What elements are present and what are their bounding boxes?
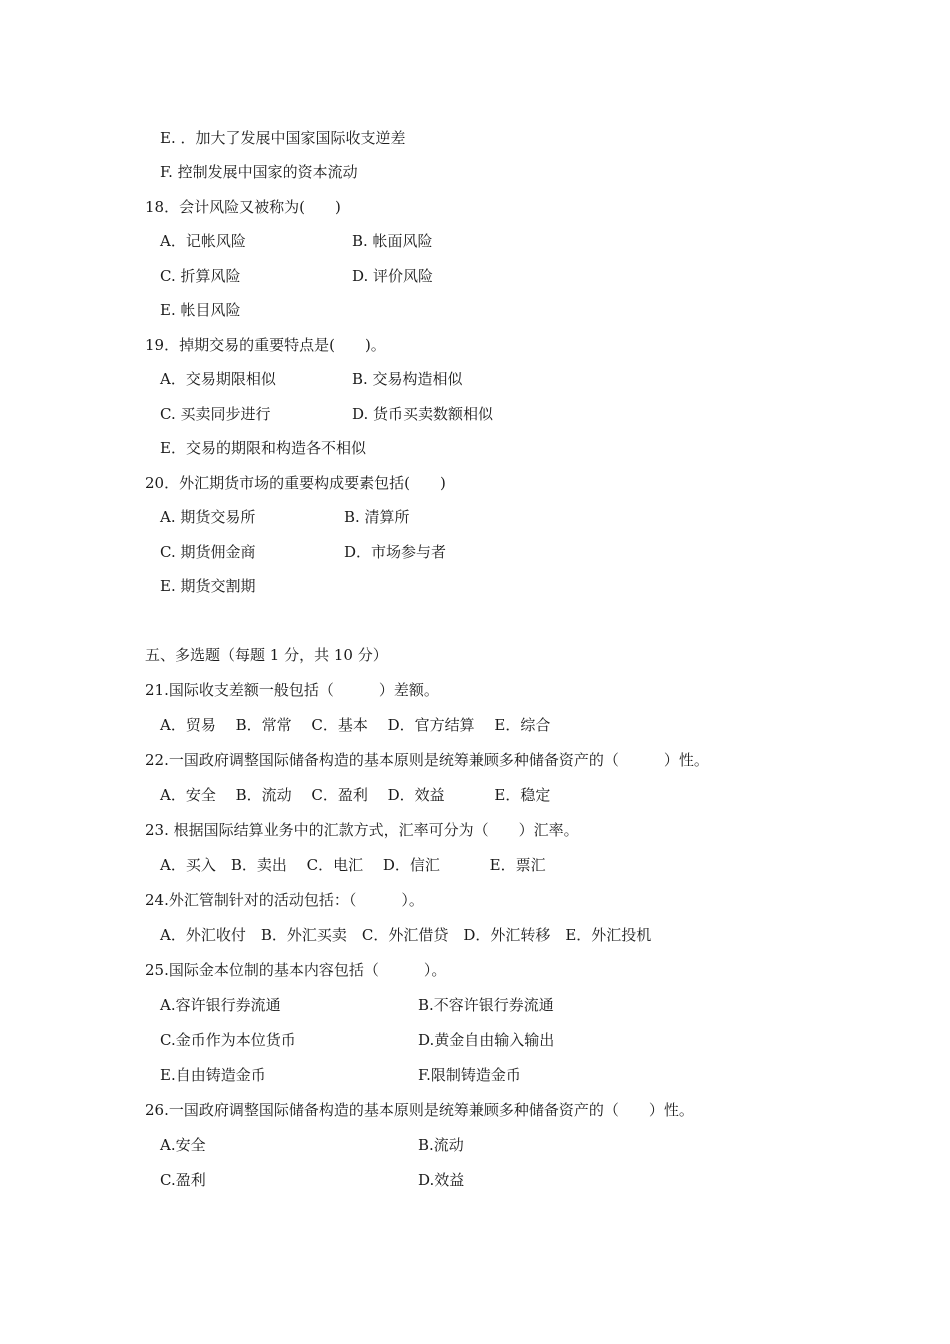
- q19-option-a: A．交易期限相似: [160, 370, 276, 388]
- q20-option-c: C. 期货佣金商: [160, 543, 256, 561]
- q24-options: A．外汇收付 B．外汇买卖 C．外汇借贷 D．外汇转移 E．外汇投机: [160, 926, 652, 944]
- q23-stem: 23. 根据国际结算业务中的汇款方式，汇率可分为（ ）汇率。: [145, 821, 579, 839]
- q24-stem: 24.外汇管制针对的活动包括：（ ）。: [145, 891, 424, 909]
- q26-stem: 26.一国政府调整国际储备构造的基本原则是统筹兼顾多种储备资产的（ ）性。: [145, 1101, 694, 1119]
- q19-option-e: E．交易的期限和构造各不相似: [160, 439, 366, 457]
- q25-option-b: B.不容许银行券流通: [418, 996, 554, 1014]
- q26-option-d: D.效益: [418, 1171, 465, 1189]
- q19-option-c: C. 买卖同步进行: [160, 405, 271, 423]
- q19-option-d: D. 货币买卖数额相似: [352, 405, 494, 423]
- section-heading: 五、多选题（每题 1 分，共 10 分）: [145, 646, 388, 664]
- q18-option-e: E. 帐目风险: [160, 301, 241, 319]
- q25-option-e: E.自由铸造金币: [160, 1066, 266, 1084]
- q17-option-f: F. 控制发展中国家的资本流动: [160, 163, 358, 181]
- q25-option-c: C.金币作为本位货币: [160, 1031, 296, 1049]
- q18-option-a: A．记帐风险: [160, 232, 246, 250]
- q17-option-e: E. ．加大了发展中国家国际收支逆差: [160, 129, 406, 147]
- q18-option-b: B. 帐面风险: [352, 232, 433, 250]
- q25-option-d: D.黄金自由输入输出: [418, 1031, 555, 1049]
- q26-option-b: B.流动: [418, 1136, 464, 1154]
- q20-option-d: D．市场参与者: [344, 543, 447, 561]
- q18-stem: 18．会计风险又被称为( ): [145, 198, 341, 216]
- q26-option-c: C.盈利: [160, 1171, 206, 1189]
- q18-option-c: C. 折算风险: [160, 267, 241, 285]
- q25-stem: 25.国际金本位制的基本内容包括（ ）。: [145, 961, 447, 979]
- q20-stem: 20．外汇期货市场的重要构成要素包括( ): [145, 474, 446, 492]
- q21-stem: 21.国际收支差额一般包括（ ）差额。: [145, 681, 439, 699]
- q22-options: A．安全 B．流动 C．盈利 D．效益 E．稳定: [160, 786, 551, 804]
- q19-stem: 19．掉期交易的重要特点是( )。: [145, 336, 386, 354]
- q20-option-e: E. 期货交割期: [160, 577, 256, 595]
- q23-options: A．买入 B．卖出 C．电汇 D．信汇 E．票汇: [160, 856, 546, 874]
- q22-stem: 22.一国政府调整国际储备构造的基本原则是统筹兼顾多种储备资产的（ ）性。: [145, 751, 709, 769]
- q20-option-b: B. 清算所: [344, 508, 410, 526]
- q20-option-a: A. 期货交易所: [160, 508, 256, 526]
- q18-option-d: D. 评价风险: [352, 267, 434, 285]
- q21-options: A．贸易 B．常常 C．基本 D．官方结算 E．综合: [160, 716, 551, 734]
- q25-option-a: A.容许银行券流通: [160, 996, 281, 1014]
- q25-option-f: F.限制铸造金币: [418, 1066, 521, 1084]
- q19-option-b: B. 交易构造相似: [352, 370, 463, 388]
- q26-option-a: A.安全: [160, 1136, 206, 1154]
